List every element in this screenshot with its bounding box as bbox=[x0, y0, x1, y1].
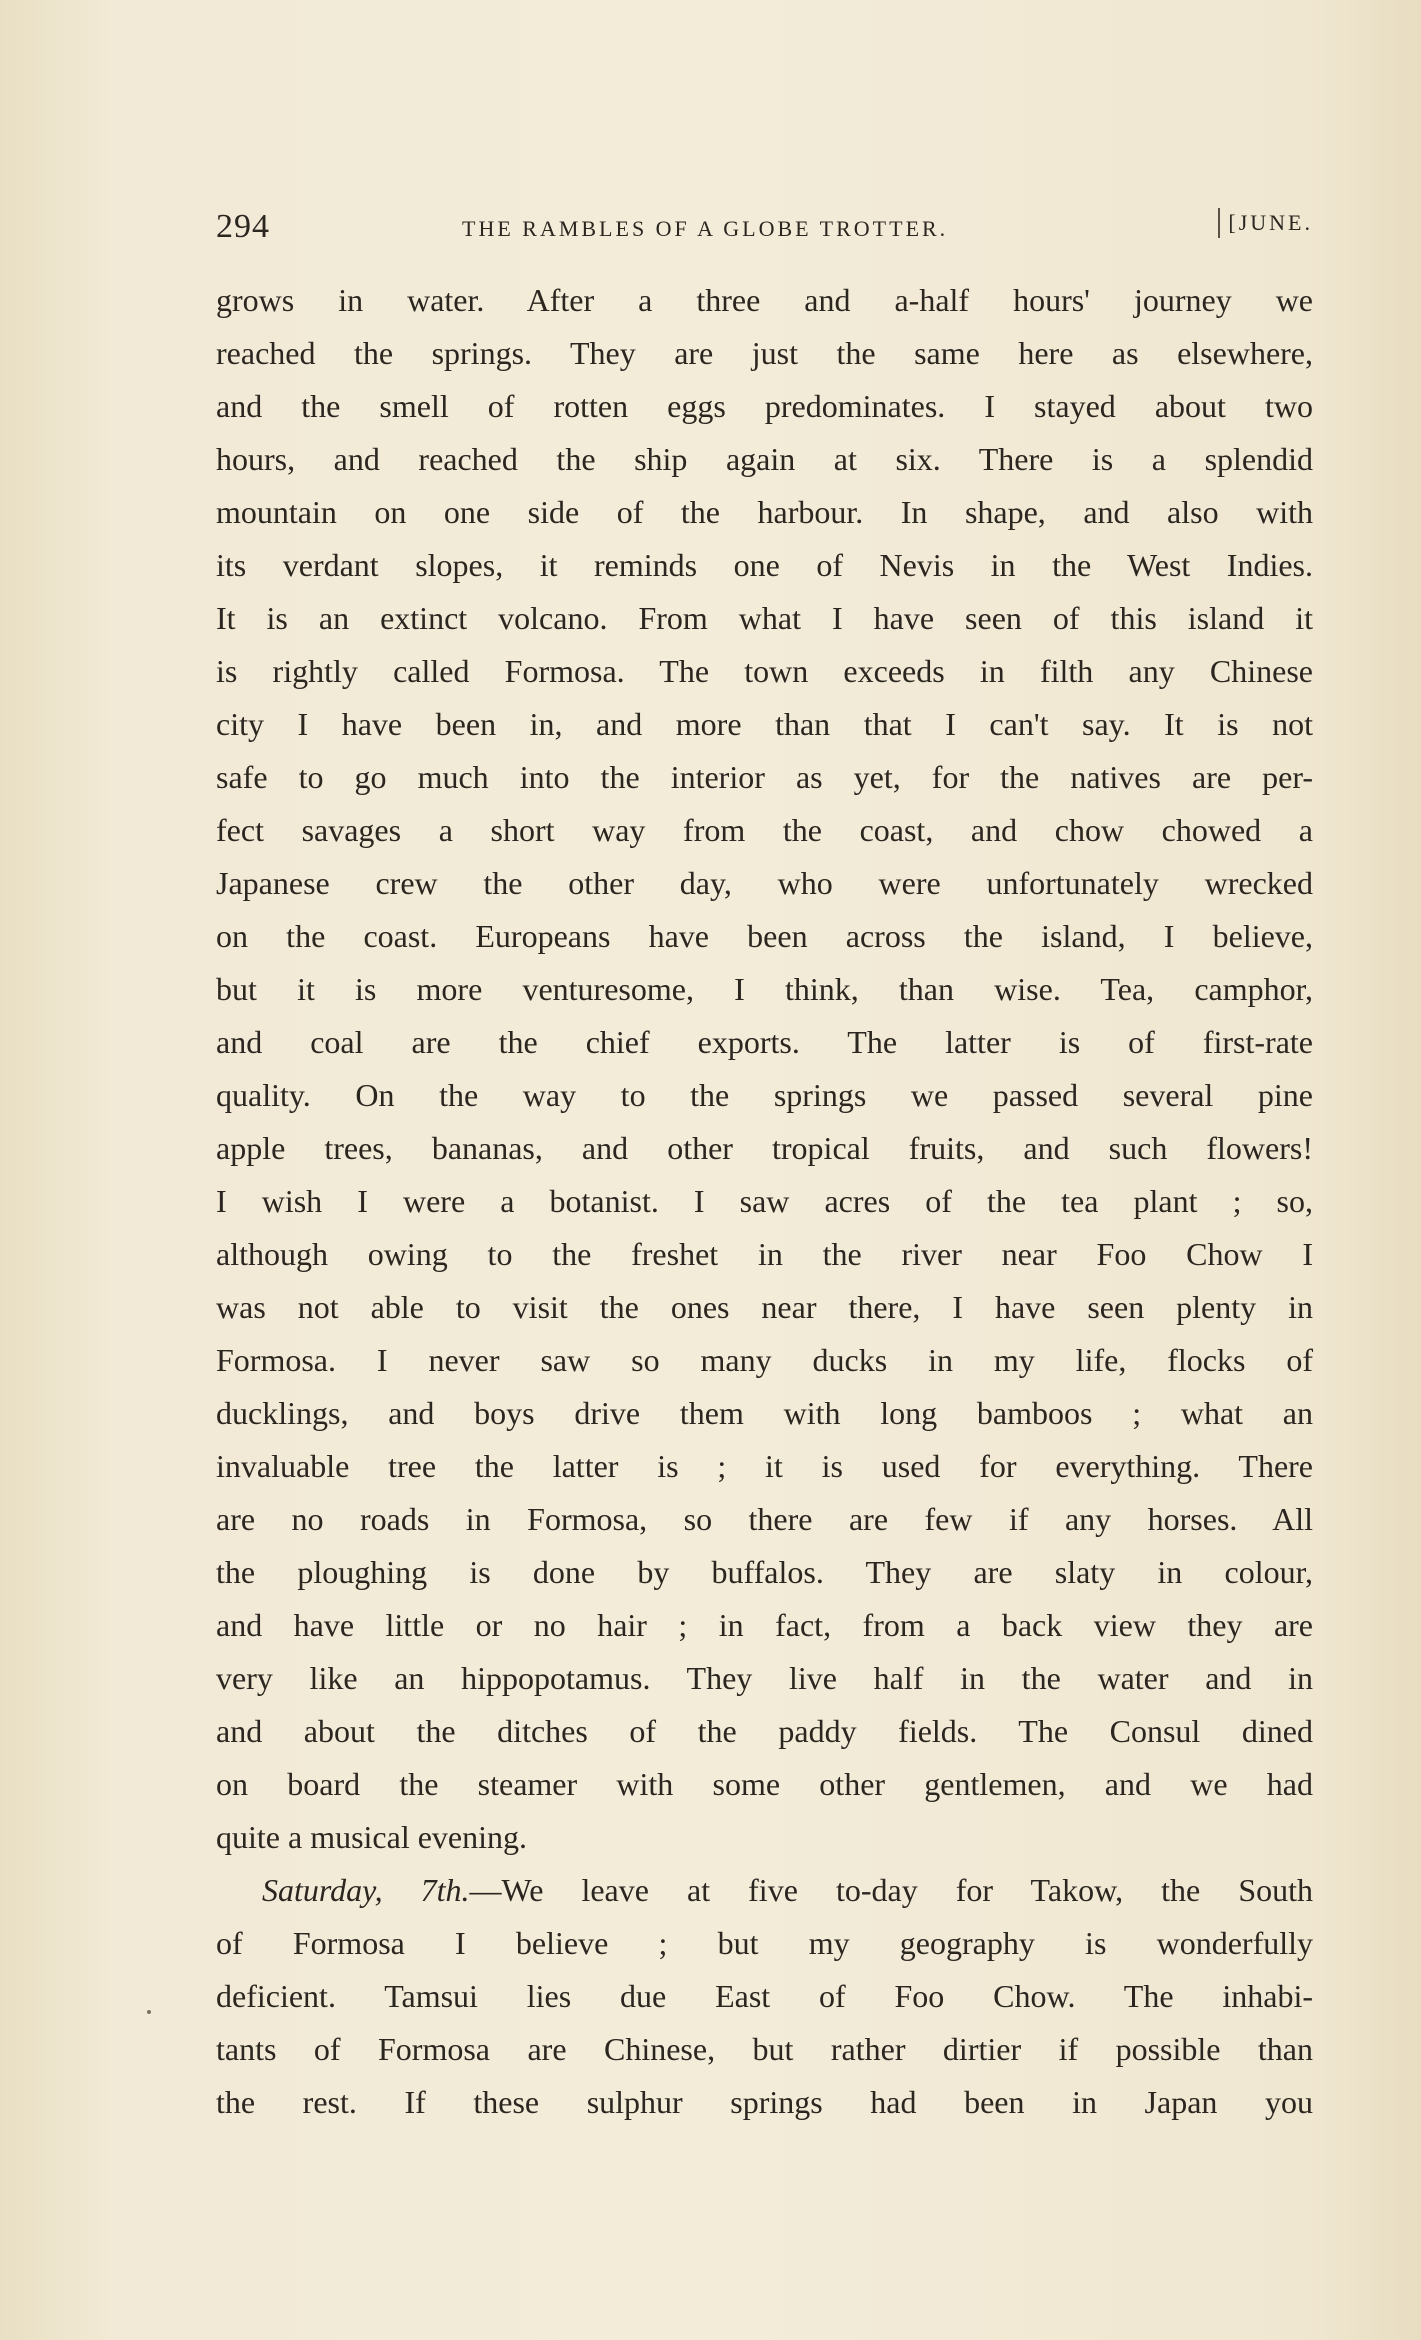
text-line: reached the springs. They are just the same here as elsewhere, bbox=[216, 335, 1313, 371]
text-line: quality. On the way to the springs we passed several pine bbox=[216, 1077, 1313, 1113]
text-line: invaluable tree the latter is ; it is used for everything. There bbox=[216, 1448, 1313, 1484]
text-line: hours, and reached the ship again at six. There is a splendid bbox=[216, 441, 1313, 477]
text-line: grows in water. After a three and a-half hours' journey we bbox=[216, 282, 1313, 318]
text-line: deficient. Tamsui lies due East of Foo Chow. The inhabi- bbox=[216, 1978, 1313, 2014]
text-line: and coal are the chief exports. The latter is of first-rate bbox=[216, 1024, 1313, 1060]
text-line: mountain on one side of the harbour. In shape, and also with bbox=[216, 494, 1313, 530]
text-line: is rightly called Formosa. The town exceeds in filth any Chinese bbox=[216, 653, 1313, 689]
text-line: its verdant slopes, it reminds one of Nevis in the West Indies. bbox=[216, 547, 1313, 583]
entry-date: Saturday, 7th. bbox=[262, 1872, 470, 1908]
text-line: apple trees, bananas, and other tropical fruits, and such flowers! bbox=[216, 1130, 1313, 1166]
text-line: although owing to the freshet in the river near Foo Chow I bbox=[216, 1236, 1313, 1272]
text-line: on the coast. Europeans have been across the island, I believe, bbox=[216, 918, 1313, 954]
text-line: It is an extinct volcano. From what I have seen of this island it bbox=[216, 600, 1313, 636]
entry-first-line-text: —We leave at five to-day for Takow, the South bbox=[469, 1872, 1314, 1908]
text-line: and about the ditches of the paddy fields. The Consul dined bbox=[216, 1713, 1313, 1749]
text-line: city I have been in, and more than that I can't say. It is not bbox=[216, 706, 1313, 742]
running-title: THE RAMBLES OF A GLOBE TROTTER. bbox=[462, 216, 949, 241]
running-head bbox=[216, 208, 1313, 252]
text-line: very like an hippopotamus. They live half in the water and in bbox=[216, 1660, 1313, 1696]
text-line: Formosa. I never saw so many ducks in my life, flocks of bbox=[216, 1342, 1313, 1378]
text-line: of Formosa I believe ; but my geography is wonderfully bbox=[216, 1925, 1313, 1961]
text-line: Japanese crew the other day, who were unfortunately wrecked bbox=[216, 865, 1313, 901]
text-line: the ploughing is done by buffalos. They are slaty in colour, bbox=[216, 1554, 1313, 1590]
entry-first-line bbox=[216, 1864, 1313, 1917]
text-line: are no roads in Formosa, so there are few if any horses. All bbox=[216, 1501, 1313, 1537]
paragraph-last-line: quite a musical evening. bbox=[216, 1819, 528, 1855]
text-line: ducklings, and boys drive them with long bamboos ; what an bbox=[216, 1395, 1313, 1431]
text-line: safe to go much into the interior as yet, for the natives are per- bbox=[216, 759, 1313, 795]
text-line: fect savages a short way from the coast, and chow chowed a bbox=[216, 812, 1313, 848]
running-section: [JUNE. bbox=[1218, 208, 1313, 238]
paper-speck bbox=[147, 2010, 151, 2014]
text-line: and the smell of rotten eggs predominates. I stayed about two bbox=[216, 388, 1313, 424]
text-line: the rest. If these sulphur springs had been in Japan you bbox=[216, 2084, 1313, 2120]
text-line: tants of Formosa are Chinese, but rather dirtier if possible than bbox=[216, 2031, 1313, 2067]
text-line: but it is more venturesome, I think, than wise. Tea, camphor, bbox=[216, 971, 1313, 1007]
text-line: on board the steamer with some other gentlemen, and we had bbox=[216, 1766, 1313, 1802]
text-line: and have little or no hair ; in fact, from a back view they are bbox=[216, 1607, 1313, 1643]
text-line: was not able to visit the ones near there, I have seen plenty in bbox=[216, 1289, 1313, 1325]
body-text bbox=[216, 274, 1313, 2129]
text-line: I wish I were a botanist. I saw acres of the tea plant ; so, bbox=[216, 1183, 1313, 1219]
page-number: 294 bbox=[216, 208, 270, 245]
